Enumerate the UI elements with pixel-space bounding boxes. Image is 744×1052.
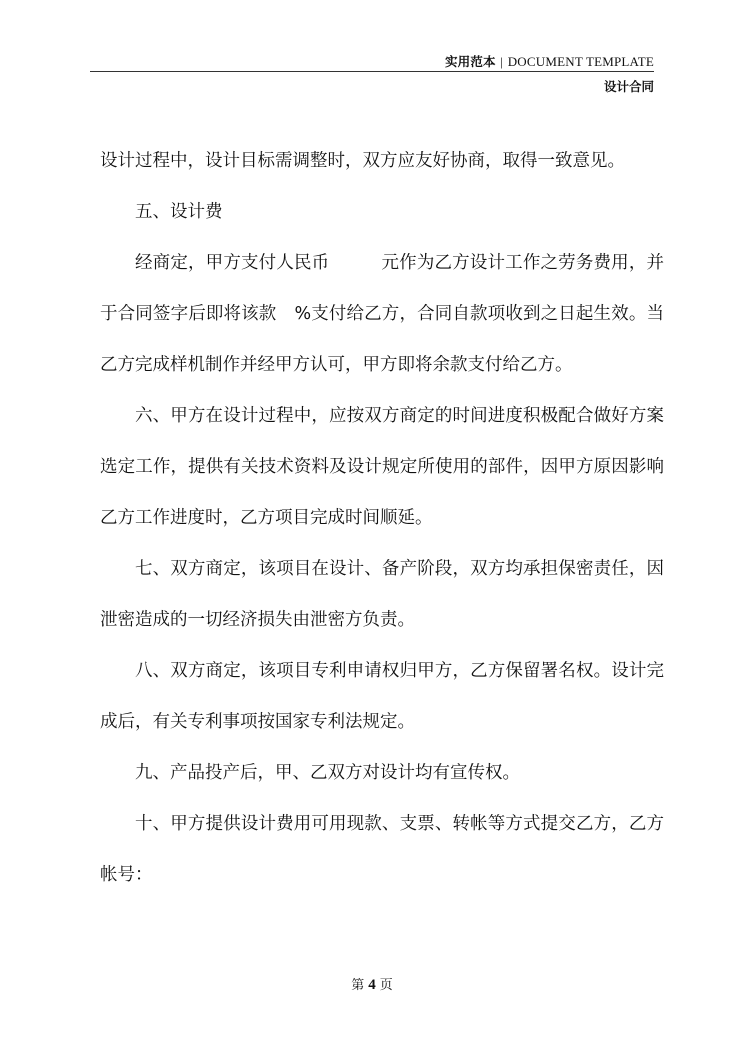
section-heading-fee: 五、设计费: [135, 202, 223, 222]
clause-ten: 十、甲方提供设计费用可用现款、支票、转帐等方式提交乙方，乙方帐号：: [100, 814, 664, 885]
clause-six: 六、甲方在设计过程中，应按双方商定的时间进度积极配合做好方案选定工作，提供有关技术资料及设计规定所使用的部件，因甲方原因影响乙方工作进度时，乙方项目完成时间顺延。: [100, 406, 664, 528]
fee-text-part2: 元作为乙方设计工作之劳务费用，并于合同签字后即将该款: [100, 253, 665, 324]
page-header: [0, 0, 744, 100]
header-template-label: DOCUMENT TEMPLATE: [507, 54, 654, 69]
clause-eight: 八、双方商定，该项目专利申请权归甲方，乙方保留署名权。设计完成后，有关专利事项按国家专利法规定。: [100, 661, 664, 732]
clause-nine: 九、产品投产后，甲、乙双方对设计均有宣传权。: [135, 763, 520, 783]
paragraph-fee: [100, 238, 664, 391]
clause-seven: 七、双方商定，该项目在设计、备产阶段，双方均承担保密责任，因泄密造成的一切经济损失由泄密方负责。: [100, 559, 664, 630]
header-doc-type: 设计合同: [603, 79, 654, 94]
fee-text-part1: 经商定，甲方支付人民币: [135, 253, 330, 273]
page-suffix: 页: [379, 978, 393, 993]
document-body: [100, 136, 664, 901]
page-prefix: 第: [351, 978, 365, 993]
header-divider: [90, 71, 654, 72]
page-footer: [0, 974, 744, 994]
fee-text-part3: %支付给乙方，合同自款项收到之日起生效。当乙方完成样机制作并经甲方认可，甲方即将余款支付给乙方。: [100, 304, 664, 375]
page-number: 4: [368, 977, 376, 993]
header-separator: |: [500, 54, 504, 69]
header-title: [445, 52, 654, 70]
paragraph-continuation: 设计过程中，设计目标需调整时，双方应友好协商，取得一致意见。: [100, 151, 625, 171]
header-category: 实用范本: [444, 54, 496, 69]
